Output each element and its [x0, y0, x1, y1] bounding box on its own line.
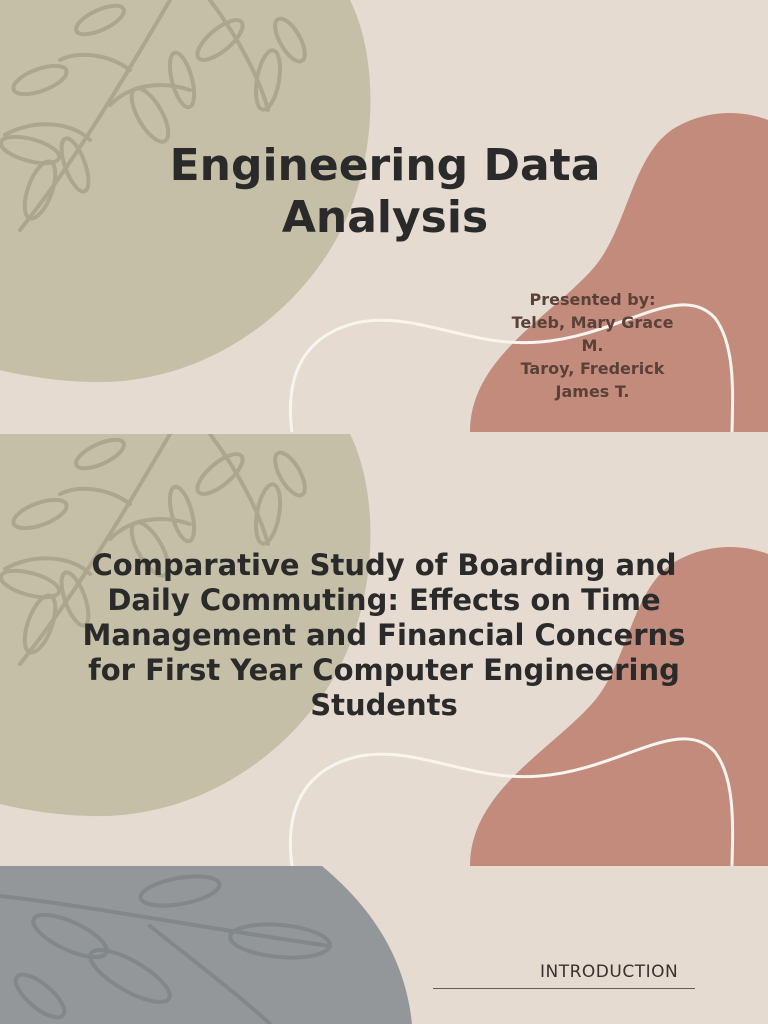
- introduction-slide: [0, 866, 768, 1024]
- slide-background: [0, 866, 768, 1024]
- presenter-name: Taroy, Frederick: [520, 359, 665, 378]
- presenter-name: James T.: [555, 382, 630, 401]
- presentation-title: Engineering Data Analysis: [169, 140, 601, 243]
- section-label: INTRODUCTION: [540, 962, 679, 982]
- title-slide: [0, 0, 768, 432]
- presenter-name: M.: [581, 336, 604, 355]
- research-title-slide: [0, 434, 768, 866]
- presenter-name: Teleb, Mary Grace: [511, 313, 674, 332]
- section-underline: [433, 988, 695, 989]
- presenters-block: [490, 288, 695, 403]
- presenters-heading: Presented by:: [529, 290, 656, 309]
- research-title: Comparative Study of Boarding and Daily Commuting: Effects on Time Management and Financial Concerns for First Year Computer Engineering Students: [82, 548, 686, 722]
